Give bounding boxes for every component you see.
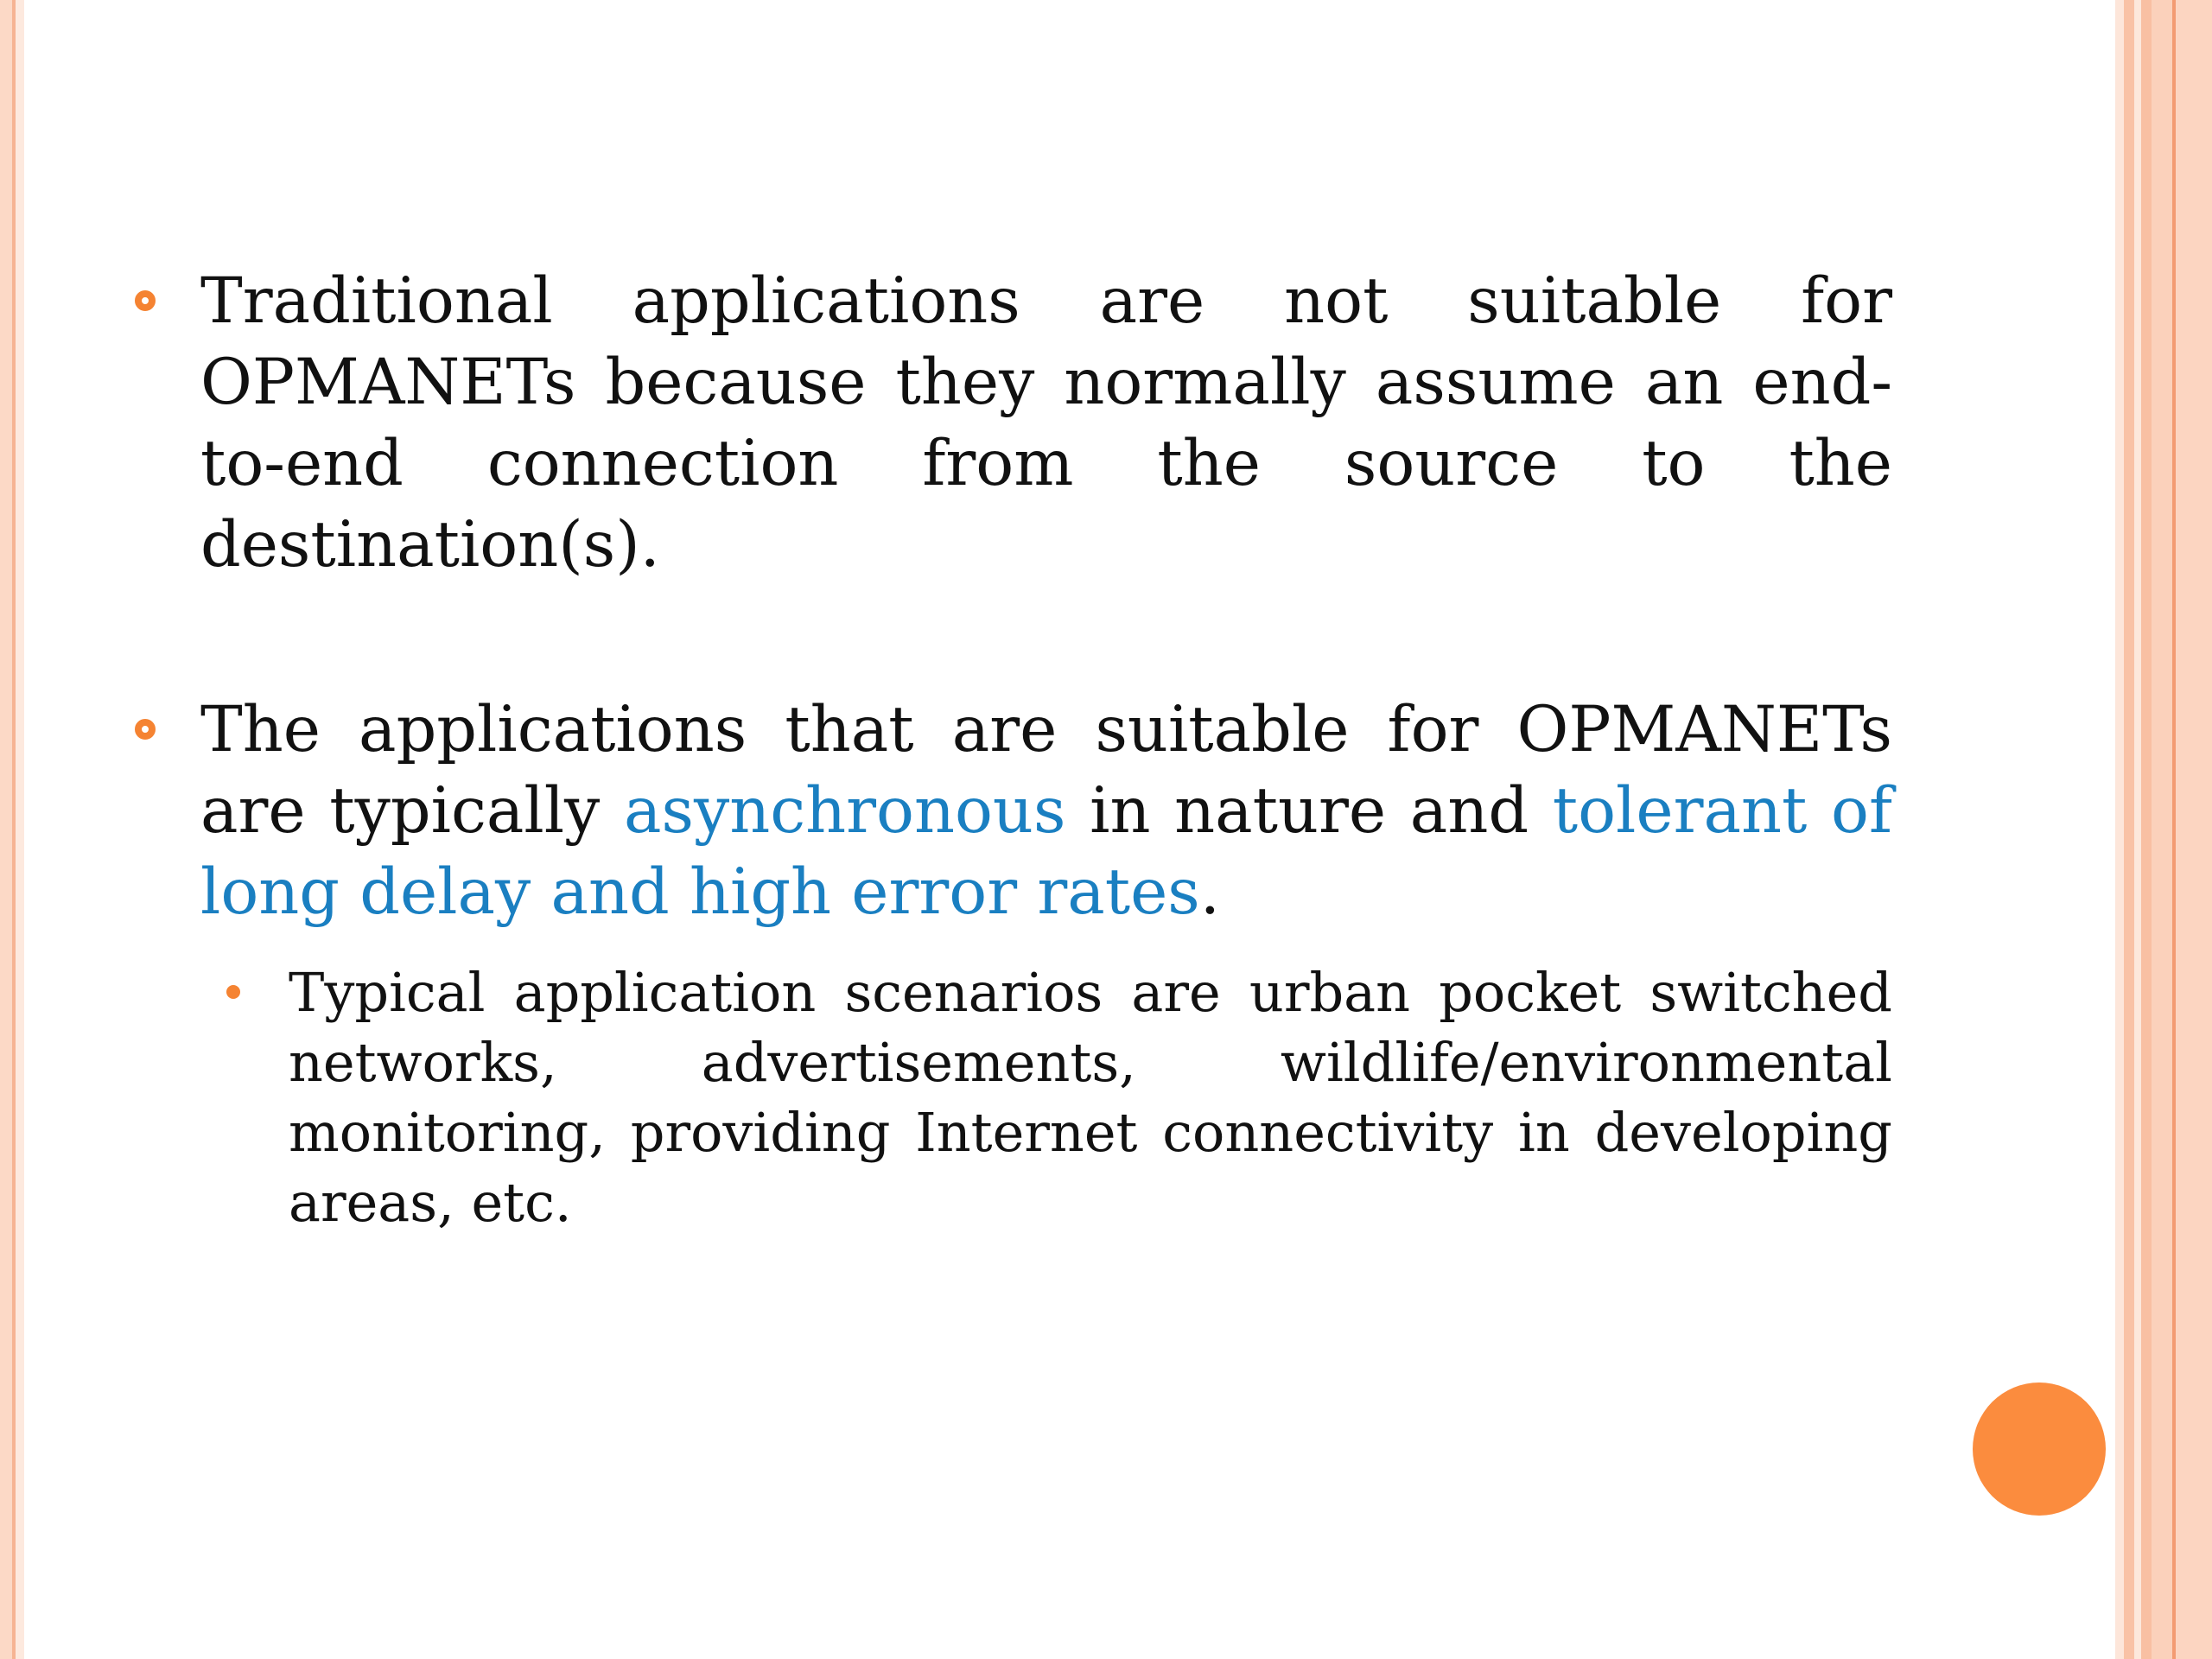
right-border-stripe bbox=[2134, 0, 2141, 1659]
left-border-stripe bbox=[0, 0, 12, 1659]
ring-bullet-icon bbox=[135, 290, 156, 311]
bullet-text-part: The applications that are suitable for OPMANETs are typically bbox=[200, 693, 1892, 848]
sub-bullet-text: Typical application scenarios are urban pocket switched networks, advertisements, wildlife/environmental monitoring, providing Internet connectivity in developing areas, etc. bbox=[289, 961, 1892, 1234]
highlight-asynchronous: asynchronous bbox=[623, 774, 1066, 848]
bullet-item bbox=[200, 690, 1892, 933]
orange-circle-decoration bbox=[1973, 1382, 2106, 1516]
right-border-stripe bbox=[2152, 0, 2172, 1659]
right-border-stripe bbox=[2141, 0, 2152, 1659]
highlight-tolerant: tolerant of long delay and high error rates bbox=[200, 774, 1892, 929]
right-border-stripe bbox=[2176, 0, 2212, 1659]
bullet-text-part: in nature and bbox=[1065, 774, 1553, 848]
right-border-stripe bbox=[2115, 0, 2124, 1659]
sub-bullet-item bbox=[289, 957, 1892, 1237]
right-border-stripe bbox=[2124, 0, 2134, 1659]
bullet-text: Traditional applications are not suitable for OPMANETs because they normally assume an end-to-end connection from the source to the destination(s). bbox=[200, 264, 1892, 582]
bullet-item bbox=[200, 261, 1892, 586]
dot-bullet-icon bbox=[226, 985, 240, 999]
ring-bullet-icon bbox=[135, 719, 156, 740]
left-border-stripe-inner bbox=[16, 0, 24, 1659]
bullet-text-part: . bbox=[1199, 855, 1220, 929]
slide-content bbox=[200, 261, 1892, 1237]
